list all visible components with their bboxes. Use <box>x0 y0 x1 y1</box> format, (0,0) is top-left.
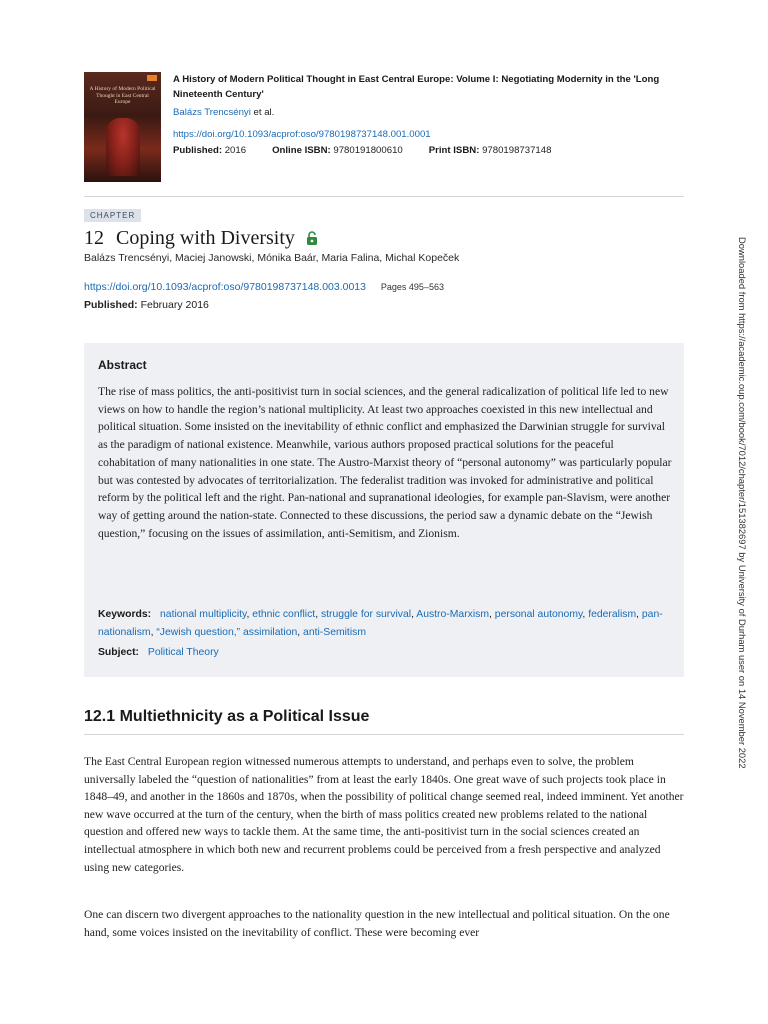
book-doi-link[interactable]: https://doi.org/10.1093/acprof:oso/9780198737148.001.0001 <box>173 129 431 140</box>
online-isbn-value: 9780191800610 <box>333 145 403 156</box>
keyword-link[interactable]: national multiplicity <box>160 609 247 620</box>
keyword-link[interactable]: personal autonomy <box>494 609 583 620</box>
print-isbn-label: Print ISBN: <box>428 145 480 156</box>
online-isbn-label: Online ISBN: <box>272 145 331 156</box>
book-author-suffix: et al. <box>253 107 275 118</box>
cover-title: A History of Modern Political Thought in East Central Europe <box>89 86 156 105</box>
chapter-title-text: Coping with Diversity <box>116 227 295 249</box>
book-title[interactable]: A History of Modern Political Thought in East Central Europe: Volume I: Negotiating Modernity in the 'Long Nineteenth Century' <box>173 74 660 100</box>
chapter-published <box>84 298 209 312</box>
book-print-isbn <box>429 144 552 158</box>
abstract-heading: Abstract <box>98 358 147 372</box>
book-authors <box>173 106 683 120</box>
book-published <box>173 144 246 158</box>
header-divider <box>84 196 684 197</box>
download-watermark-text: Downloaded from https://academic.oup.com/book/7012/chapter/151382697 by University of Durham user on 14 November 2022 <box>737 237 748 769</box>
book-online-isbn <box>272 144 403 158</box>
body-paragraph: The East Central European region witnessed numerous attempts to understand, and perhaps even to solve, the problem universally labeled the “question of nationalities” from at least the early 1840s. One great wave of such projects took place in 1848–49, and another in the 1860s and 1870s, when the possibility of political change seemed real, indeed imminent. Yet another new wave occurred at the turn of the century, when the birth of mass politics created new problems related to the national question and offered new ways to tackle them. At the same time, the anti-positivist turn in the social sciences created an intellectual atmosphere in which both new and recurrent problems could be perceived from a fresh perspective and analyzed using new categories. <box>84 755 684 874</box>
subject-row <box>98 646 219 660</box>
keyword-link[interactable]: pan-nationalism <box>98 609 663 638</box>
abstract-box <box>84 343 684 677</box>
keyword-link[interactable]: anti-Semitism <box>303 627 366 638</box>
section-heading: 12.1 Multiethnicity as a Political Issue <box>84 708 684 735</box>
chapter-published-label: Published: <box>84 299 138 311</box>
keywords-row: Keywords: national multiplicity, ethnic conflict, struggle for survival, Austro-Marxism, personal autonomy, federalism, pan-nationalism, “Jewish question,” assimilation, anti-Semitism <box>98 609 663 638</box>
subject-link[interactable]: Political Theory <box>147 647 219 658</box>
chapter-published-value: February 2016 <box>140 299 209 311</box>
keyword-link[interactable]: federalism <box>588 609 637 620</box>
keywords-label: Keywords: <box>98 609 152 620</box>
abstract-text: The rise of mass politics, the anti-positivist turn in social sciences, and the general radicalization of political life led to new views on how to handle the region’s national multiplicity. At least two approaches coexisted in this new intellectual and political situation. Some insisted on the inevitability of ethnic conflict and emphasized the Darwinian struggle for survival as the paradigm of national existence. Meanwhile, various authors proposed practical solutions for the peaceful cohabitation of many nationalities in one state. The Austro-Marxist theory of “personal autonomy” was particularly popular but was contested by advocates of territorialization. The federalist tradition was invoked for administrative and political reform by the political left and the right. Pan-national and supranational ideologies, for example pan-Slavism, were another way of getting around the nation-state. Connected to these discussions, the period saw a dynamic debate on the “Jewish question,” focusing on the issues of assimilation, anti-Semitism, and Zionism. <box>98 385 672 540</box>
book-published-label: Published: <box>173 145 223 156</box>
keyword-link[interactable]: Austro-Marxism <box>416 609 490 620</box>
print-isbn-value: 9780198737148 <box>482 145 552 156</box>
body-paragraph: One can discern two divergent approaches to the nationality question in the new intellectual and political situation. On the one hand, some voices insisted on the inevitability of conflict. These were becoming ever <box>84 908 670 939</box>
cover-badge <box>147 75 157 81</box>
book-published-value: 2016 <box>224 145 247 156</box>
chapter-title <box>84 226 318 251</box>
chapter-doi-row <box>84 280 444 294</box>
keyword-link[interactable]: “Jewish question,” assimilation <box>156 627 298 638</box>
cover-figure <box>106 118 140 176</box>
chapter-pages: Pages 495–563 <box>380 282 444 292</box>
book-publication-info <box>173 144 683 158</box>
keyword-link[interactable]: struggle for survival <box>320 609 412 620</box>
book-meta <box>173 72 683 158</box>
subject-label: Subject: <box>98 647 139 658</box>
chapter-tag: CHAPTER <box>84 209 141 222</box>
chapter-authors: Balázs Trencsényi, Maciej Janowski, Mónika Baár, Maria Falina, Michal Kopeček <box>84 252 460 264</box>
book-author-link[interactable]: Balázs Trencsényi <box>173 107 251 118</box>
chapter-number: 12 <box>84 227 104 249</box>
download-watermark <box>736 237 750 787</box>
open-access-lock-icon <box>306 227 318 251</box>
keyword-link[interactable]: ethnic conflict <box>252 609 316 620</box>
chapter-doi-link[interactable]: https://doi.org/10.1093/acprof:oso/9780198737148.003.0013 <box>84 281 366 293</box>
book-header <box>84 72 684 184</box>
book-cover-image[interactable] <box>84 72 161 182</box>
